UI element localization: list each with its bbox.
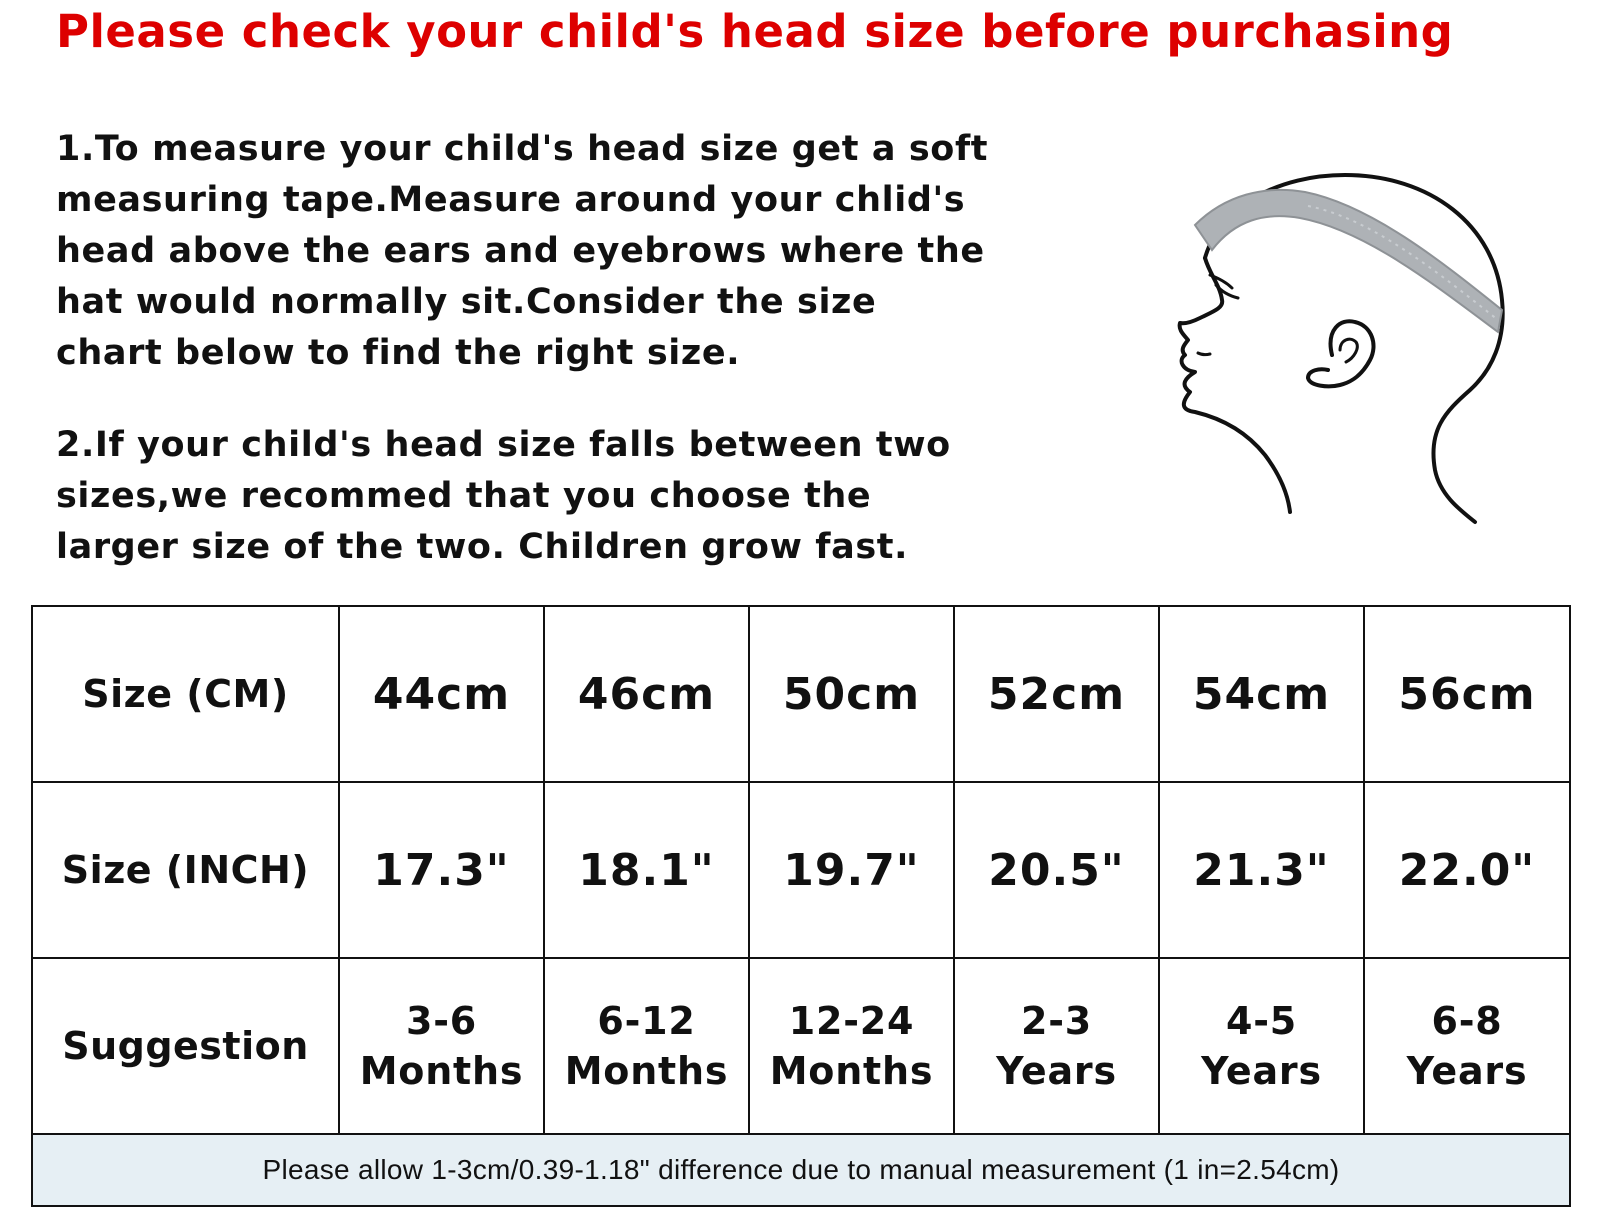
instruction-line: measuring tape.Measure around your chlid's: [56, 180, 966, 220]
age-value: 12-24: [788, 999, 915, 1043]
table-row: [32, 606, 1570, 782]
ear: [1308, 321, 1374, 386]
instruction-line: head above the ears and eyebrows where the: [56, 231, 985, 271]
ear-inner: [1340, 339, 1357, 362]
table-cell: 56cm: [1364, 606, 1570, 782]
age-unit: Months: [359, 1049, 524, 1093]
page-title: Please check your child's head size before purchasing: [56, 5, 1454, 58]
child-head-measuring-tape-icon: [1140, 150, 1540, 540]
table-cell: [749, 958, 954, 1134]
instruction-line: hat would normally sit.Consider the size: [56, 282, 877, 322]
table-cell: 20.5": [954, 782, 1159, 958]
age-unit: Months: [564, 1049, 729, 1093]
measuring-instructions: [56, 124, 988, 379]
table-cell: 54cm: [1159, 606, 1364, 782]
age-unit: Years: [1406, 1049, 1528, 1093]
age-unit: Years: [1201, 1049, 1322, 1093]
table-footnote-row: [32, 1134, 1570, 1206]
size-chart-table: [31, 605, 1571, 1207]
age-value: 3-6: [405, 999, 478, 1043]
table-cell: [954, 958, 1159, 1134]
age-unit: Years: [996, 1049, 1117, 1093]
advice-line: sizes,we recommed that you choose the: [56, 476, 872, 516]
table-cell: [1364, 958, 1570, 1134]
table-cell: 46cm: [544, 606, 749, 782]
table-cell: 18.1": [544, 782, 749, 958]
table-cell: 22.0": [1364, 782, 1570, 958]
table-cell: [544, 958, 749, 1134]
table-cell: 17.3": [339, 782, 544, 958]
table-row: [32, 782, 1570, 958]
table-cell: 21.3": [1159, 782, 1364, 958]
age-value: 6-12: [597, 999, 696, 1043]
table-cell: 50cm: [749, 606, 954, 782]
row-label-size-inch: Size (INCH): [32, 782, 339, 958]
row-label-size-cm: Size (CM): [32, 606, 339, 782]
age-value: 2-3: [1020, 999, 1093, 1043]
table-cell: [1159, 958, 1364, 1134]
age-value: 6-8: [1431, 999, 1503, 1043]
measurement-tolerance-note: Please allow 1-3cm/0.39-1.18" difference due to manual measurement (1 in=2.54cm): [32, 1134, 1570, 1206]
age-unit: Months: [769, 1049, 934, 1093]
age-value: 4-5: [1225, 999, 1298, 1043]
instruction-line: 1.To measure your child's head size get a soft: [56, 129, 989, 169]
table-cell: 52cm: [954, 606, 1159, 782]
advice-line: larger size of the two. Children grow fast.: [56, 527, 908, 567]
sizing-advice: [56, 420, 951, 573]
advice-line: 2.If your child's head size falls between two: [56, 425, 951, 465]
instruction-line: chart below to find the right size.: [56, 333, 741, 373]
table-cell: 44cm: [339, 606, 544, 782]
row-label-suggestion: Suggestion: [32, 958, 339, 1134]
table-row: [32, 958, 1570, 1134]
table-cell: 19.7": [749, 782, 954, 958]
table-cell: [339, 958, 544, 1134]
mouth: [1198, 353, 1210, 355]
